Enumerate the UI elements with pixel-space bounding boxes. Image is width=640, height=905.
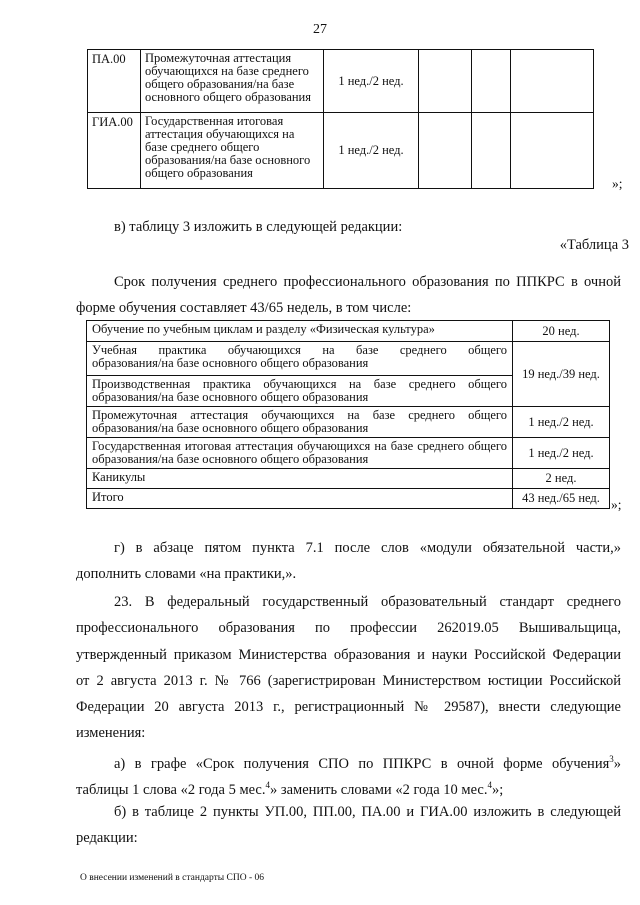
table-3-title: «Таблица 3 [559,237,629,253]
footer-note: О внесении изменений в стандарты СПО - 06 [80,873,264,883]
table-cell-label: Производственная практика обучающихся на базе среднего общего образования/на базе основного общего образования [87,376,513,407]
table-cell-value: 2 нед. [513,469,610,489]
paragraph-a-text: таблицы 1 слова «2 года 5 мес. [76,781,266,798]
table-row [88,50,594,113]
paragraph-23-line-5: Федерации 20 августа 2013 г., регистрационный № 29587), внести следующие [76,699,621,715]
table-cell-empty [511,50,594,113]
paragraph-b-line-1: б) в таблице 2 пункты УП.00, ПП.00, ПА.00 и ГИА.00 изложить в следующей [114,804,621,820]
table-2-fragment [87,49,594,189]
table-cell-empty [419,50,472,113]
table-cell-description: Государственная итоговая аттестация обучающихся на базе среднего общего образования/на базе основного общего образования [141,113,324,189]
table-cell-value: 19 нед./39 нед. [513,342,610,407]
paragraph-23-line-3: утвержденный приказом Министерства образования и науки Российской Федерации [76,647,621,663]
table-cell-line: образования/на базе основного общего образования [92,356,369,370]
closing-quote: »; [611,497,622,512]
table-cell-value: 43 нед./65 нед. [513,489,610,509]
paragraph-a-text: » [613,755,621,772]
table-cell-empty [511,113,594,189]
paragraph-a-text: »; [491,781,504,798]
table-row [87,489,610,509]
intro-line-1: Срок получения среднего профессионального образования по ППКРС в очной [114,274,621,290]
paragraph-b-line-2: редакции: [76,830,138,846]
page-number: 27 [313,22,327,37]
table-row [88,113,594,189]
table-row [87,342,610,376]
table-cell-line: Учебная практика обучающихся на базе среднего общего [92,343,507,357]
footnote-marker: 4 [487,780,492,790]
table-cell-value: 1 нед./2 нед. [513,407,610,438]
table-cell-label [87,342,513,376]
table-cell-code: ГИА.00 [88,113,141,189]
table-cell-empty [472,50,511,113]
footnote-marker: 4 [265,780,270,790]
table-3 [86,320,610,509]
paragraph-a-text: » заменить словами «2 года 10 мес. [270,781,488,798]
paragraph-a-text: а) в графе «Срок получения СПО по ППКРС в очной форме обучения [114,755,610,772]
table-cell-value: 1 нед./2 нед. [513,438,610,469]
table-row [87,321,610,342]
table-cell-empty [472,113,511,189]
table-cell-label: Каникулы [87,469,513,489]
paragraph-23-line-2: профессионального образования по профессии 262019.05 Вышивальщица, [76,620,621,636]
table-row [87,407,610,438]
paragraph-v: в) таблицу 3 изложить в следующей редакции: [114,219,403,235]
table-cell-empty [419,113,472,189]
paragraph-23-line-1: 23. В федеральный государственный образовательный стандарт среднего [114,594,621,610]
paragraph-g-line-2: дополнить словами «на практики,». [76,566,297,582]
table-cell-description: Промежуточная аттестация обучающихся на базе среднего общего образования/на базе основного общего образования [141,50,324,113]
table-cell-duration: 1 нед./2 нед. [324,50,419,113]
paragraph-23-line-4: от 2 августа 2013 г. № 766 (зарегистрирован Министерством юстиции Российской [76,673,621,689]
table-row [87,438,610,469]
table-cell-label: Промежуточная аттестация обучающихся на базе среднего общего образования/на базе основного общего образования [87,407,513,438]
paragraph-23-line-6: изменения: [76,725,146,741]
closing-quote: »; [612,176,623,191]
table-cell-label: Итого [87,489,513,509]
intro-line-2: форме обучения составляет 43/65 недель, в том числе: [76,300,412,316]
table-cell-duration: 1 нед./2 нед. [324,113,419,189]
footnote-marker: 3 [609,754,614,764]
table-cell-code: ПА.00 [88,50,141,113]
table-cell-label: Обучение по учебным циклам и разделу «Физическая культура» [87,321,513,342]
table-row [87,469,610,489]
table-cell-label: Государственная итоговая аттестация обучающихся на базе среднего общего образования/на базе основного общего образования [87,438,513,469]
table-cell-value: 20 нед. [513,321,610,342]
paragraph-g-line-1: г) в абзаце пятом пункта 7.1 после слов «модули обязательной части,» [114,540,621,556]
